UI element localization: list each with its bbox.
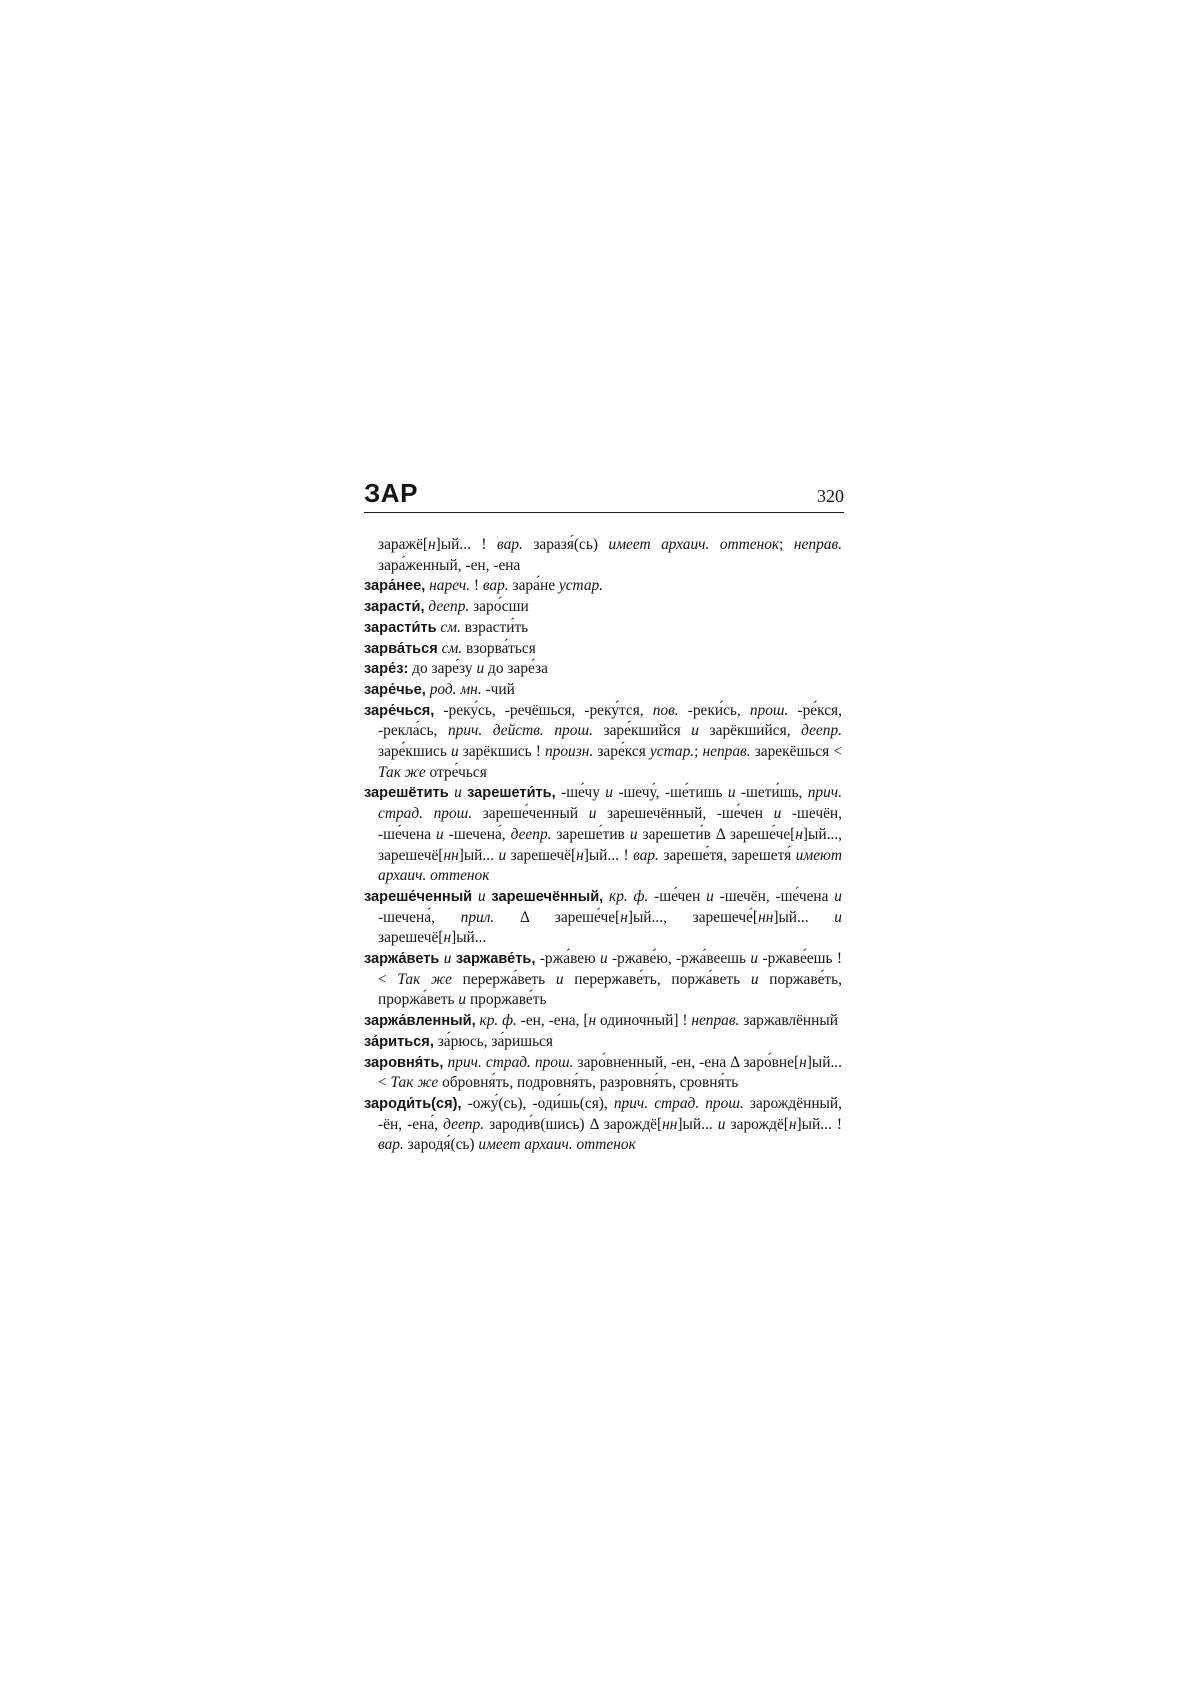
entry-text: -реки́сь,	[678, 701, 750, 719]
headword: зарасти́,	[364, 599, 425, 616]
entry-text: взорва́ться	[462, 639, 536, 657]
italic-label: и	[773, 805, 782, 823]
entry-text: -ше́чен	[648, 887, 707, 905]
italic-label: и	[750, 950, 759, 968]
entry-text: Δ зареше́че[	[494, 908, 621, 926]
italic-label: и	[706, 887, 714, 905]
headword: зареше́ченный	[364, 888, 473, 905]
dictionary-entry	[364, 639, 842, 660]
headword: заре́чься,	[364, 702, 435, 719]
entry-text: заржавлённый	[739, 1012, 838, 1030]
entry-text: зарешети́в Δ зареше́че[	[637, 825, 796, 843]
entry-text: ]ый... !	[796, 1115, 843, 1133]
italic-label: и	[450, 743, 459, 761]
entry-text: ]ый...	[458, 846, 499, 864]
italic-label: деепр.	[510, 825, 552, 843]
italic-label: и	[629, 825, 638, 843]
entry-text: перержаве́ть, поржа́веть	[563, 970, 751, 988]
entry-text: зареше́тив	[551, 825, 630, 843]
entry-text: зареше́тя, зарешетя́	[658, 846, 796, 864]
italic-label: пов.	[652, 701, 679, 719]
entry-text: зарёкшись !	[458, 743, 545, 761]
italic-label: и	[717, 1115, 726, 1133]
italic-label: и	[834, 908, 842, 926]
entry-text: заро́сши	[469, 598, 529, 616]
entry-text: ]ый... <	[378, 1053, 842, 1092]
entry-text: за́рюсь, за́ришься	[433, 1032, 553, 1050]
entry-text: отре́чься	[425, 763, 487, 781]
italic-label: вар.	[378, 1136, 404, 1154]
entry-text: -ре́кся, -рекла́сь,	[378, 701, 842, 740]
entry-text: -шечена́,	[378, 908, 461, 926]
italic-label: н	[588, 1012, 597, 1030]
italic-label: и	[476, 660, 485, 678]
italic-label: деепр.	[443, 1115, 485, 1133]
italic-label: и	[834, 887, 842, 905]
running-head: ЗАР	[364, 478, 418, 508]
headword: заржаве́ть,	[455, 951, 536, 968]
italic-label: нн	[443, 846, 459, 864]
italic-label: имеют архаич. оттенок	[378, 846, 842, 885]
italic-label: и	[555, 970, 564, 988]
italic-label: вар.	[497, 536, 523, 553]
italic-label: род. мн.	[429, 680, 482, 698]
entry-text: заро́вненный, -ен, -ена Δ заро́вне[	[573, 1053, 800, 1071]
headword: заре́чье,	[364, 681, 426, 698]
entry-text: -шечена́,	[443, 825, 511, 843]
italic-label: Так же	[390, 1074, 439, 1092]
entry-text: ]ый... !	[583, 846, 634, 864]
italic-label: н	[576, 846, 584, 864]
entry-text: проржаве́ть	[466, 991, 547, 1009]
entry-text: ]ый...	[451, 929, 487, 947]
italic-label: н	[788, 1115, 797, 1133]
entry-text: -шети́шь,	[735, 784, 808, 802]
entry-text: -ржаве́ешь ! <	[378, 950, 842, 988]
italic-label: вар.	[633, 846, 659, 864]
dictionary-entry	[364, 597, 842, 618]
italic-label: см.	[441, 639, 463, 657]
entry-continuation	[364, 535, 842, 576]
italic-label: кр. ф.	[479, 1012, 517, 1030]
italic-label: прич. страд. прош.	[447, 1053, 574, 1071]
entry-text: -шечён, -ше́чена	[378, 805, 843, 843]
italic-label: прич. страд. прош.	[378, 784, 842, 823]
entry-text: заре́кшийся	[592, 722, 692, 740]
dictionary-entry	[364, 887, 842, 949]
entry-text: одиночный] !	[596, 1012, 692, 1030]
dictionary-entries	[364, 535, 842, 1156]
dictionary-entry	[364, 618, 842, 639]
entry-text: ;	[694, 743, 703, 761]
italic-label: прич. страд. прош.	[613, 1094, 744, 1112]
italic-label: имеет архаич. оттенок	[478, 1136, 636, 1154]
dictionary-entry	[364, 1011, 842, 1032]
headword: зара́нее,	[364, 578, 426, 595]
entry-text: зара́не	[508, 577, 559, 595]
italic-label: и	[436, 825, 444, 843]
italic-label: Так же	[397, 970, 452, 988]
entry-text: зарекёшься <	[750, 743, 843, 761]
entry-text: до заре́за	[484, 660, 548, 678]
italic-label: прич. действ. прош.	[447, 722, 593, 740]
dictionary-entry	[364, 1032, 842, 1053]
entry-text: обровня́ть, подровня́ть, разровня́ть, сровня́ть	[438, 1074, 739, 1092]
headword: зароди́ть(ся),	[364, 1095, 462, 1112]
entry-text: -шечу́, -ше́тишь	[612, 784, 728, 802]
dictionary-entry	[364, 680, 842, 701]
dictionary-entry	[364, 659, 842, 680]
entry-text: -ен, -ена, [	[516, 1012, 589, 1030]
headword: зарешётить	[364, 785, 449, 802]
entry-text: зарождённый, -ён, -ена́,	[378, 1094, 842, 1133]
italic-label: неправ.	[793, 536, 842, 553]
entry-text: -чий	[481, 680, 515, 698]
entry-text: зародя́(сь)	[403, 1136, 479, 1154]
entry-text: -шечён, -ше́чена	[713, 887, 835, 905]
italic-label: и	[750, 970, 759, 988]
italic-label: произн.	[544, 743, 594, 761]
entry-text: ]ый..., зарешече́[	[627, 908, 759, 926]
entry-text: до заре́зу	[408, 660, 477, 678]
entry-text: заре́кся	[593, 743, 650, 761]
italic-label: и	[448, 784, 468, 802]
italic-label: и	[472, 887, 492, 905]
entry-text: поржаве́ть, проржа́веть	[378, 970, 842, 1009]
italic-label: и	[458, 991, 467, 1009]
italic-label: кр. ф.	[609, 887, 649, 905]
italic-label: неправ.	[691, 1012, 740, 1030]
headword: зарасти́ть	[364, 619, 437, 636]
entry-text: зарешечё[	[378, 929, 444, 947]
italic-label: см.	[440, 618, 461, 636]
headword: заре́з:	[364, 661, 409, 678]
italic-label: нареч.	[429, 577, 471, 595]
italic-label: деепр.	[801, 722, 842, 740]
entry-text: зарождё[	[725, 1115, 789, 1133]
italic-label: устар.	[558, 577, 604, 595]
headword: зарешечённый,	[491, 888, 604, 905]
italic-label: устар.	[649, 743, 695, 761]
page-header	[364, 476, 844, 513]
italic-label: прил.	[460, 908, 495, 926]
dictionary-entry	[364, 949, 842, 1011]
italic-label: н	[799, 1053, 807, 1071]
italic-label: и	[498, 846, 507, 864]
dictionary-entry	[364, 783, 842, 887]
headword: зарва́ться	[364, 640, 438, 657]
italic-label: деепр.	[428, 598, 470, 616]
italic-label: нн	[758, 908, 774, 926]
headword: заржа́вленный,	[364, 1013, 476, 1030]
entry-text: -ржа́вею	[535, 950, 600, 968]
page-number: 320	[817, 486, 844, 506]
entry-text: -реку́сь, -речёшься, -реку́тся,	[434, 701, 653, 719]
entry-text: заражё[	[378, 536, 429, 553]
headword: за́риться,	[364, 1033, 434, 1050]
entry-text: зароди́в(шись) Δ зарождё[	[484, 1115, 663, 1133]
italic-label: и	[605, 784, 613, 802]
headword: заржа́веть	[364, 951, 440, 968]
italic-label: н	[795, 825, 803, 843]
italic-label: и	[691, 722, 699, 740]
entry-text: зареше́ченный	[472, 805, 589, 823]
headword: заровня́ть,	[364, 1054, 444, 1071]
italic-label: н	[620, 908, 628, 926]
entry-text: ]ый...	[677, 1115, 718, 1133]
entry-text: заразя́(сь)	[522, 536, 609, 553]
entry-text: ;	[779, 536, 794, 553]
entry-text: -ше́чу	[555, 784, 606, 802]
italic-label: и	[599, 950, 608, 968]
entry-text: -ожу́(сь), -оди́шь(ся),	[461, 1094, 614, 1112]
italic-label: и	[588, 805, 597, 823]
entry-text: зарешечё[	[506, 846, 577, 864]
headword: зарешети́ть,	[467, 785, 556, 802]
entry-text: зарёкшийся,	[698, 722, 802, 740]
dictionary-entry	[364, 1094, 842, 1156]
dictionary-entry	[364, 576, 842, 597]
entry-text: ]ый..., зарешечё[	[378, 825, 843, 864]
entry-text: ]ый...	[773, 908, 835, 926]
italic-label: и	[439, 950, 456, 968]
italic-label: н	[443, 929, 452, 947]
italic-label: имеет архаич. оттенок	[608, 536, 780, 553]
italic-label: Так же	[378, 763, 426, 781]
italic-label: вар.	[482, 577, 509, 595]
italic-label: и	[727, 784, 736, 802]
entry-text: перержа́веть	[451, 970, 556, 988]
entry-text: -ржаве́ю, -ржа́веешь	[607, 950, 751, 968]
entry-text: зарешечённый, -ше́чен	[596, 805, 774, 823]
entry-text: !	[470, 577, 483, 595]
entry-text: зара́женный, -ен, -ена	[378, 556, 521, 574]
dictionary-entry	[364, 701, 842, 784]
italic-label: неправ.	[702, 743, 751, 761]
italic-label: н	[428, 536, 436, 553]
entry-text: ]ый... !	[435, 536, 498, 553]
entry-text: заре́кшись	[378, 743, 451, 761]
italic-label: нн	[662, 1115, 678, 1133]
dictionary-entry	[364, 1053, 842, 1094]
italic-label: прош.	[749, 701, 789, 719]
entry-text: взрасти́ть	[460, 618, 529, 636]
